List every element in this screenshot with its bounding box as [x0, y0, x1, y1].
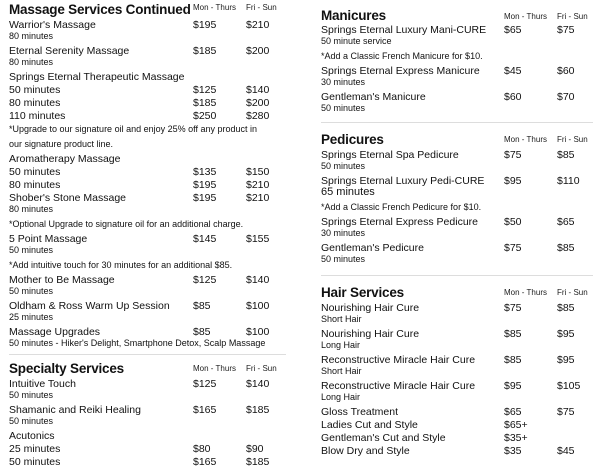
price-fri-sun: $75	[557, 406, 575, 418]
service-item	[321, 243, 593, 265]
service-duration: 80 minutes	[9, 204, 54, 214]
hair-services-section	[321, 285, 593, 457]
price-fri-sun: $45	[557, 445, 575, 457]
price-mon-thurs: $65	[504, 24, 522, 36]
service-item	[321, 446, 593, 457]
service-item	[321, 381, 593, 403]
service-note: *Upgrade to our signature oil and enjoy 25% off any product in	[9, 124, 257, 134]
column-header-fri-sun: Fri - Sun	[557, 12, 588, 21]
service-item	[9, 379, 286, 401]
price-mon-thurs: $80	[193, 443, 211, 455]
service-item	[321, 303, 593, 325]
service-item	[9, 327, 286, 349]
service-name: 50 minutes	[9, 456, 61, 468]
service-row	[321, 150, 593, 161]
column-header-fri-sun: Fri - Sun	[246, 364, 277, 373]
right-column	[321, 0, 593, 459]
service-name: Blow Dry and Style	[321, 445, 410, 457]
service-item	[9, 180, 286, 191]
divider	[9, 354, 286, 355]
price-fri-sun: $150	[246, 166, 270, 178]
service-row	[9, 154, 286, 165]
service-duration: Long Hair	[321, 392, 361, 402]
left-column	[9, 0, 286, 470]
service-name: Shamanic and Reiki Healing	[9, 404, 141, 416]
service-row	[9, 111, 286, 122]
price-mon-thurs: $165	[193, 456, 217, 468]
service-row	[321, 381, 593, 392]
service-note: *Add a Classic French Pedicure for $10.	[321, 202, 482, 212]
service-row	[9, 85, 286, 96]
price-fri-sun: $75	[557, 24, 575, 36]
service-row	[321, 25, 593, 36]
service-name: Aromatherapy Massage	[9, 153, 121, 165]
service-item	[321, 407, 593, 418]
price-mon-thurs: $125	[193, 274, 217, 286]
price-fri-sun: $85	[557, 302, 575, 314]
price-mon-thurs: $95	[504, 175, 522, 187]
service-item	[321, 92, 593, 114]
service-row	[321, 446, 593, 457]
service-item	[321, 433, 593, 444]
price-mon-thurs: $165	[193, 404, 217, 416]
service-item	[9, 20, 286, 42]
service-item	[321, 217, 593, 239]
price-fri-sun: $140	[246, 84, 270, 96]
price-fri-sun: $200	[246, 97, 270, 109]
price-fri-sun: $85	[557, 149, 575, 161]
service-item	[9, 301, 286, 323]
column-header-mon-thurs: Mon - Thurs	[504, 288, 547, 297]
price-mon-thurs: $60	[504, 91, 522, 103]
service-name: 110 minutes	[9, 110, 66, 122]
column-header-mon-thurs: Mon - Thurs	[193, 3, 236, 12]
price-mon-thurs: $75	[504, 302, 522, 314]
service-item	[9, 431, 286, 442]
service-row	[9, 405, 286, 416]
price-mon-thurs: $195	[193, 19, 217, 31]
service-row	[321, 92, 593, 103]
service-duration: 50 minutes	[9, 245, 54, 255]
service-item	[9, 72, 286, 83]
service-duration: 80 minutes	[9, 31, 54, 41]
price-mon-thurs: $135	[193, 166, 217, 178]
service-row	[9, 379, 286, 390]
price-fri-sun: $280	[246, 110, 270, 122]
price-mon-thurs: $50	[504, 216, 522, 228]
service-row	[321, 433, 593, 444]
service-row	[9, 431, 286, 442]
pedicures-list	[321, 150, 593, 265]
price-mon-thurs: $45	[504, 65, 522, 77]
service-name: Springs Eternal Luxury Mani-CURE	[321, 24, 487, 36]
price-mon-thurs: $85	[504, 328, 522, 340]
service-note: *Add intuitive touch for 30 minutes for an additional $85.	[9, 260, 233, 270]
section-title: Manicures	[321, 8, 386, 23]
price-fri-sun: $60	[557, 65, 575, 77]
service-duration: Short Hair	[321, 314, 362, 324]
service-name: Gentleman's Cut and Style	[321, 432, 446, 444]
service-note: *Optional Upgrade to signature oil for an additional charge.	[9, 219, 244, 229]
price-fri-sun: $85	[557, 242, 575, 254]
price-fri-sun: $110	[557, 175, 580, 187]
service-item	[9, 98, 286, 109]
price-fri-sun: $155	[246, 233, 270, 245]
service-item	[321, 202, 593, 213]
service-duration: Short Hair	[321, 366, 362, 376]
service-row	[9, 46, 286, 57]
service-name: Springs Eternal Luxury Pedi-CURE	[321, 175, 485, 187]
service-row	[321, 355, 593, 366]
service-row	[9, 20, 286, 31]
service-item	[9, 193, 286, 215]
service-item	[321, 25, 593, 47]
price-mon-thurs: $65+	[504, 419, 528, 431]
service-name: Mother to Be Massage	[9, 274, 115, 286]
price-mon-thurs: $125	[193, 378, 217, 390]
service-row	[9, 167, 286, 178]
service-item	[321, 176, 593, 198]
service-row	[321, 243, 593, 254]
service-item	[9, 111, 286, 122]
service-name: Warrior's Massage	[9, 19, 96, 31]
service-name: 25 minutes	[9, 443, 61, 455]
service-item	[321, 66, 593, 88]
price-mon-thurs: $35	[504, 445, 522, 457]
price-fri-sun: $65	[557, 216, 575, 228]
service-duration: 50 minute service	[321, 36, 392, 46]
service-row	[9, 327, 286, 338]
manicures-section	[321, 0, 593, 114]
price-fri-sun: $100	[246, 326, 270, 338]
section-title: Pedicures	[321, 132, 384, 147]
price-mon-thurs: $195	[193, 179, 217, 191]
service-item	[321, 150, 593, 172]
service-name: Acutonics	[9, 430, 55, 442]
service-name: Shober's Stone Massage	[9, 192, 126, 204]
price-mon-thurs: $75	[504, 242, 522, 254]
service-row	[321, 329, 593, 340]
service-duration: 50 minutes	[9, 286, 54, 296]
service-item	[9, 219, 286, 230]
service-duration: 50 minutes	[9, 390, 54, 400]
service-duration: 65 minutes	[321, 186, 375, 198]
price-mon-thurs: $185	[193, 97, 217, 109]
price-fri-sun: $105	[557, 380, 581, 392]
service-name: Springs Eternal Therapeutic Massage	[9, 71, 185, 83]
price-mon-thurs: $35+	[504, 432, 528, 444]
service-row	[321, 66, 593, 77]
price-mon-thurs: $85	[504, 354, 522, 366]
service-name: Massage Upgrades	[9, 326, 101, 338]
column-header-fri-sun: Fri - Sun	[557, 135, 588, 144]
service-duration: 25 minutes	[9, 312, 54, 322]
service-item	[9, 124, 286, 135]
service-duration: 50 minutes - Hiker's Delight, Smartphone Detox, Scalp Massage	[9, 338, 266, 348]
service-item	[321, 420, 593, 431]
column-header-mon-thurs: Mon - Thurs	[193, 364, 236, 373]
service-row	[9, 72, 286, 83]
service-name: Reconstructive Miracle Hair Cure	[321, 380, 476, 392]
service-row	[9, 234, 286, 245]
service-note: *Add a Classic French Manicure for $10.	[321, 51, 483, 61]
service-item	[9, 444, 286, 455]
service-item	[9, 139, 286, 150]
service-duration: 30 minutes	[321, 228, 366, 238]
specialty-list	[9, 379, 286, 468]
service-item	[9, 167, 286, 178]
service-name: 80 minutes	[9, 179, 61, 191]
service-name: 5 Point Massage	[9, 233, 88, 245]
massage-list	[9, 20, 286, 349]
price-fri-sun: $95	[557, 354, 575, 366]
service-row	[9, 457, 286, 468]
service-item	[9, 275, 286, 297]
service-duration: 80 minutes	[9, 57, 54, 67]
column-header-fri-sun: Fri - Sun	[246, 3, 277, 12]
price-mon-thurs: $85	[193, 300, 211, 312]
section-title: Specialty Services	[9, 361, 124, 376]
service-name: Eternal Serenity Massage	[9, 45, 130, 57]
service-name: 80 minutes	[9, 97, 61, 109]
service-duration: 30 minutes	[321, 77, 366, 87]
price-mon-thurs: $85	[193, 326, 211, 338]
service-name: Springs Eternal Express Manicure	[321, 65, 480, 77]
service-name: Nourishing Hair Cure	[321, 328, 420, 340]
service-name: Ladies Cut and Style	[321, 419, 418, 431]
price-mon-thurs: $250	[193, 110, 217, 122]
section-title: Hair Services	[321, 285, 404, 300]
price-mon-thurs: $125	[193, 84, 217, 96]
divider	[321, 275, 593, 276]
price-fri-sun: $210	[246, 179, 270, 191]
divider	[321, 122, 593, 123]
service-name: Intuitive Touch	[9, 378, 76, 390]
service-name: Nourishing Hair Cure	[321, 302, 420, 314]
service-item	[9, 46, 286, 68]
hair-list	[321, 303, 593, 457]
price-fri-sun: $200	[246, 45, 270, 57]
service-duration: 50 minutes	[321, 103, 366, 113]
price-fri-sun: $95	[557, 328, 575, 340]
service-item	[321, 329, 593, 351]
service-name: Oldham & Ross Warm Up Session	[9, 300, 170, 312]
service-item	[321, 51, 593, 62]
service-item	[321, 355, 593, 377]
specialty-services-section	[9, 361, 286, 468]
price-mon-thurs: $145	[193, 233, 217, 245]
pedicures-section	[321, 132, 593, 265]
service-duration: Long Hair	[321, 340, 361, 350]
price-mon-thurs: $185	[193, 45, 217, 57]
service-row	[9, 193, 286, 204]
price-fri-sun: $140	[246, 274, 270, 286]
service-duration: 50 minutes	[321, 254, 366, 264]
service-row	[321, 217, 593, 228]
service-name: 50 minutes	[9, 166, 61, 178]
price-mon-thurs: $75	[504, 149, 522, 161]
service-row	[9, 180, 286, 191]
column-header-mon-thurs: Mon - Thurs	[504, 135, 547, 144]
service-row	[321, 407, 593, 418]
price-fri-sun: $210	[246, 192, 270, 204]
service-row	[9, 275, 286, 286]
service-name: Gentleman's Manicure	[321, 91, 426, 103]
service-row	[321, 303, 593, 314]
service-item	[9, 85, 286, 96]
price-mon-thurs: $95	[504, 380, 522, 392]
service-row	[9, 98, 286, 109]
service-row	[321, 420, 593, 431]
service-duration: 50 minutes	[9, 416, 54, 426]
section-title: Massage Services Continued	[9, 2, 191, 17]
price-fri-sun: $90	[246, 443, 264, 455]
column-header-fri-sun: Fri - Sun	[557, 288, 588, 297]
manicures-list	[321, 25, 593, 114]
price-fri-sun: $210	[246, 19, 270, 31]
price-mon-thurs: $195	[193, 192, 217, 204]
service-item	[9, 405, 286, 427]
service-item	[9, 234, 286, 256]
service-name: Springs Eternal Express Pedicure	[321, 216, 478, 228]
price-fri-sun: $140	[246, 378, 270, 390]
price-fri-sun: $100	[246, 300, 270, 312]
column-header-mon-thurs: Mon - Thurs	[504, 12, 547, 21]
service-note: our signature product line.	[9, 139, 114, 149]
service-item	[9, 457, 286, 468]
service-name: Gentleman's Pedicure	[321, 242, 424, 254]
service-item	[9, 154, 286, 165]
service-name: 50 minutes	[9, 84, 61, 96]
massage-services-section	[9, 0, 286, 349]
service-name: Gloss Treatment	[321, 406, 399, 418]
price-mon-thurs: $65	[504, 406, 522, 418]
service-name: Springs Eternal Spa Pedicure	[321, 149, 459, 161]
price-fri-sun: $70	[557, 91, 575, 103]
service-row	[9, 444, 286, 455]
price-fri-sun: $185	[246, 404, 270, 416]
service-row	[9, 301, 286, 312]
service-name: Reconstructive Miracle Hair Cure	[321, 354, 476, 366]
service-duration: 50 minutes	[321, 161, 366, 171]
service-item	[9, 260, 286, 271]
price-fri-sun: $185	[246, 456, 270, 468]
